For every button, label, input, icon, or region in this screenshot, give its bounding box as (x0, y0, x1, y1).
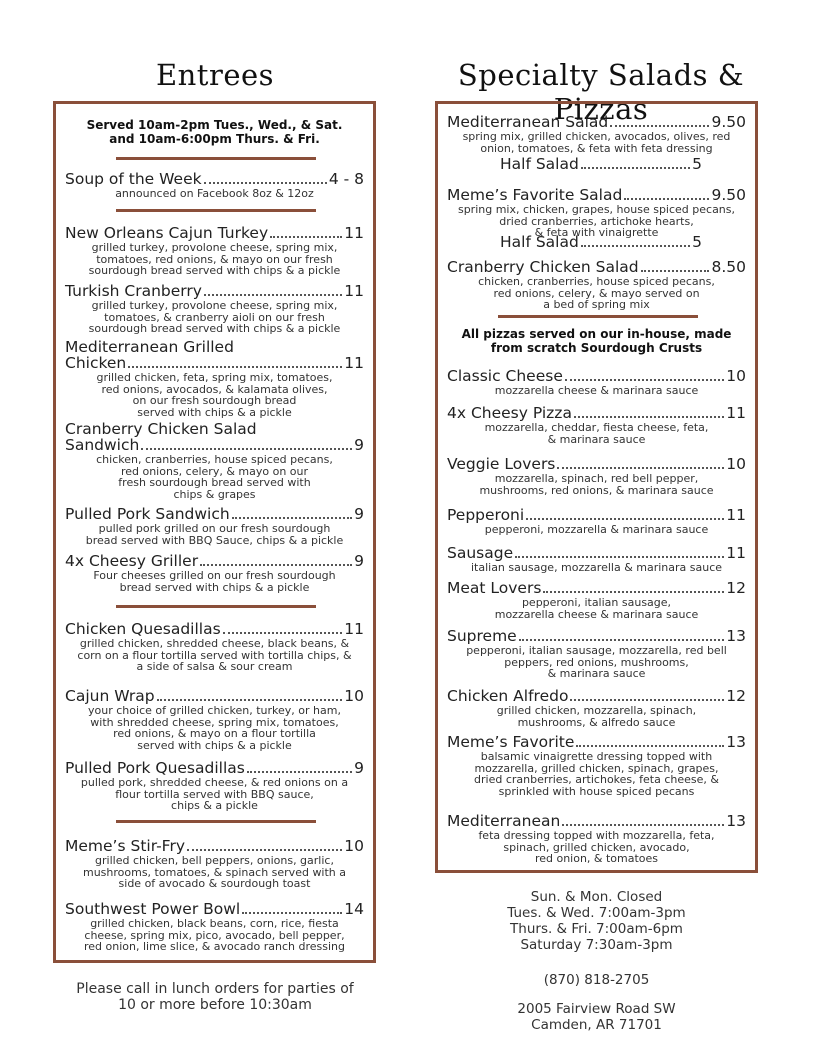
menu-item-memes-favorite: Meme’s Favorite 13 balsamic vinaigrette dressing topped with mozzarella, grilled chicken, spinach, grapes, dried cranberries, artichokes, feta cheese, & sprinkled with house spiced pecans (447, 733, 746, 798)
business-hours: Sun. & Mon. Closed Tues. & Wed. 7:00am-3pm Thurs. & Fri. 7:00am-6pm Saturday 7:30am-3pm (507, 889, 686, 953)
specialty-title: Specialty Salads & Pizzas (457, 58, 745, 126)
menu-item-sausage: Sausage 11 italian sausage, mozzarella & marinara sauce (447, 544, 746, 574)
menu-item-southwest-power-bowl: Southwest Power Bowl 14 grilled chicken, black beans, corn, rice, fiesta cheese, spring mix, pico, avocado, bell pepper, red onion, lime slice, & avocado ranch dressing (65, 900, 364, 953)
menu-item-veggie-lovers: Veggie Lovers 10 mozzarella, spinach, red bell pepper, mushrooms, red onions, & marinara sauce (447, 455, 746, 497)
address: 2005 Fairview Road SW Camden, AR 71701 (517, 1001, 676, 1033)
menu-item-mediterranean: Mediterranean 13 feta dressing topped with mozzarella, feta, spinach, grilled chicken, avocado, red onion, & tomatoes (447, 812, 746, 865)
divider (498, 315, 698, 318)
pizza-crust-note: All pizzas served on our in-house, made from scratch Sourdough Crusts (461, 327, 732, 355)
half-salad-memes-favorite: Half Salad 5 (500, 233, 702, 251)
menu-item-cranberry-chicken-salad-sandwich: Cranberry Chicken Salad Sandwich 9 chicken, cranberries, house spiced pecans, red onions, celery, & mayo on our fresh sourdough bread served with chips & grapes (65, 420, 364, 501)
menu-item-chicken-quesadillas: Chicken Quesadillas 11 grilled chicken, shredded cheese, black beans, & corn on a flour tortilla served with tortilla chips, & a side of salsa & sour cream (65, 620, 364, 673)
entrees-hours-note: Served 10am-2pm Tues., Wed., & Sat. and 10am-6:00pm Thurs. & Fri. (86, 118, 343, 146)
menu-item-pulled-pork-sandwich: Pulled Pork Sandwich 9 pulled pork grilled on our fresh sourdough bread served with BBQ Sauce, chips & a pickle (65, 505, 364, 547)
menu-item-cajun-wrap: Cajun Wrap 10 your choice of grilled chicken, turkey, or ham, with shredded cheese, spring mix, tomatoes, red onions, & mayo on a flour tortilla served with chips & a pickle (65, 687, 364, 752)
menu-item-new-orleans-cajun-turkey: New Orleans Cajun Turkey 11 grilled turkey, provolone cheese, spring mix, tomatoes, red onions, & mayo on our fresh sourdough bread served with chips & a pickle (65, 224, 364, 277)
menu-item-4x-cheesy-griller: 4x Cheesy Griller 9 Four cheeses grilled on our fresh sourdough bread served with chips & a pickle (65, 552, 364, 594)
menu-item-pulled-pork-quesadillas: Pulled Pork Quesadillas 9 pulled pork, shredded cheese, & red onions on a flour tortilla served with BBQ sauce, chips & a pickle (65, 759, 364, 812)
menu-item-pepperoni: Pepperoni 11 pepperoni, mozzarella & marinara sauce (447, 506, 746, 536)
menu-item-meat-lovers: Meat Lovers 12 pepperoni, italian sausage, mozzarella cheese & marinara sauce (447, 579, 746, 621)
entrees-box (53, 101, 376, 963)
divider (116, 605, 316, 608)
menu-item-memes-favorite-salad: Meme’s Favorite Salad 9.50 spring mix, chicken, grapes, house spiced pecans, dried cranberries, artichoke hearts, & feta with vinaigrette (447, 186, 746, 239)
menu-item-chicken-alfredo: Chicken Alfredo 12 grilled chicken, mozzarella, spinach, mushrooms, & alfredo sauce (447, 687, 746, 729)
entrees-title: Entrees (155, 58, 275, 92)
menu-item-turkish-cranberry: Turkish Cranberry 11 grilled turkey, provolone cheese, spring mix, tomatoes, & cranberry aioli on our fresh sourdough bread served with chips & a pickle (65, 282, 364, 335)
menu-item-mediterranean-grilled-chicken: Mediterranean Grilled Chicken 11 grilled chicken, feta, spring mix, tomatoes, red onions, avocados, & kalamata olives, on our fresh sourdough bread served with chips & a pickle (65, 338, 364, 419)
divider (116, 157, 316, 160)
lunch-order-note: Please call in lunch orders for parties of 10 or more before 10:30am (76, 981, 354, 1013)
menu-item-supreme: Supreme 13 pepperoni, italian sausage, mozzarella, red bell peppers, red onions, mushrooms, & marinara sauce (447, 627, 746, 680)
specialty-box (435, 101, 758, 873)
menu-item-mediterranean-salad: Mediterranean Salad 9.50 spring mix, grilled chicken, avocados, olives, red onion, tomatoes, & feta with feta dressing (447, 113, 746, 155)
phone-number[interactable]: (870) 818-2705 (543, 972, 650, 988)
divider (116, 820, 316, 823)
menu-item-classic-cheese: Classic Cheese 10 mozzarella cheese & marinara sauce (447, 367, 746, 397)
menu-item-memes-stir-fry: Meme’s Stir-Fry 10 grilled chicken, bell peppers, onions, garlic, mushrooms, tomatoes, & spinach served with a side of avocado & sourdough toast (65, 837, 364, 890)
half-salad-mediterranean: Half Salad 5 (500, 155, 702, 173)
menu-item-cranberry-chicken-salad: Cranberry Chicken Salad 8.50 chicken, cranberries, house spiced pecans, red onions, celery, & mayo served on a bed of spring mix (447, 258, 746, 311)
menu-item-soup-of-the-week: Soup of the Week 4 - 8 announced on Facebook 8oz & 12oz (65, 170, 364, 200)
divider (116, 209, 316, 212)
menu-item-4x-cheesy-pizza: 4x Cheesy Pizza 11 mozzarella, cheddar, fiesta cheese, feta, & marinara sauce (447, 404, 746, 446)
